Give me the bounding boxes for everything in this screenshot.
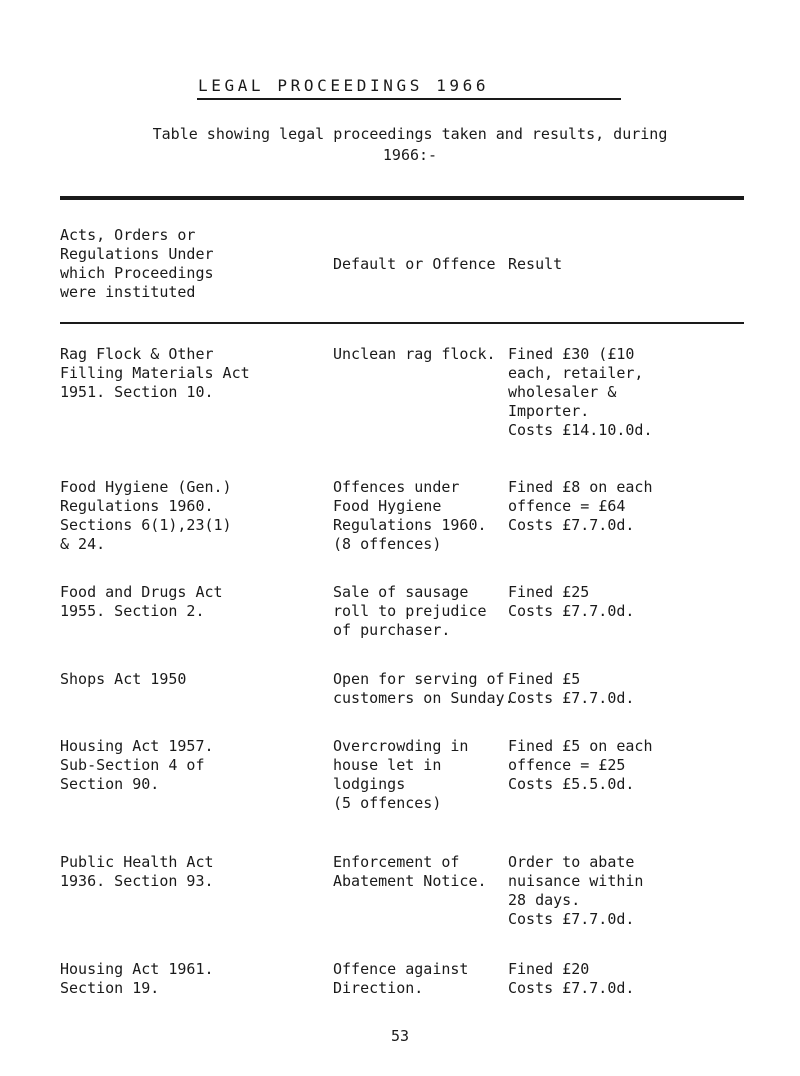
row-6-act: Public Health Act 1936. Section 93. <box>60 853 214 890</box>
row-3-offence: Sale of sausage roll to prejudice of purchaser. <box>333 583 487 639</box>
row-6-offence: Enforcement of Abatement Notice. <box>333 853 487 890</box>
row-6-result: Order to abate nuisance within 28 days. Costs £7.7.0d. <box>508 853 644 928</box>
page-title: LEGAL PROCEEDINGS 1966 <box>198 76 490 95</box>
row-3-result: Fined £25 Costs £7.7.0d. <box>508 583 635 620</box>
row-1-offence: Unclean rag flock. <box>333 345 496 363</box>
header-bottom-rule <box>60 322 744 324</box>
row-2-act: Food Hygiene (Gen.) Regulations 1960. Sections 6(1),23(1) & 24. <box>60 478 232 553</box>
row-4-offence: Open for serving of customers on Sunday. <box>333 670 514 707</box>
header-default: Default or Offence <box>333 255 496 273</box>
row-7-result: Fined £20 Costs £7.7.0d. <box>508 960 635 997</box>
row-5-offence: Overcrowding in house let in lodgings (5 offences) <box>333 737 469 812</box>
row-1-result: Fined £30 (£10 each, retailer, wholesaler & Importer. Costs £14.10.0d. <box>508 345 653 439</box>
intro-text: Table showing legal proceedings taken and results, during 1966:- <box>152 125 668 164</box>
table-top-rule <box>60 196 744 200</box>
row-2-result: Fined £8 on each offence = £64 Costs £7.7.0d. <box>508 478 653 534</box>
row-1-act: Rag Flock & Other Filling Materials Act 1951. Section 10. <box>60 345 250 401</box>
row-7-offence: Offence against Direction. <box>333 960 469 997</box>
row-5-result: Fined £5 on each offence = £25 Costs £5.5.0d. <box>508 737 653 793</box>
title-underline <box>197 98 621 100</box>
header-acts: Acts, Orders or Regulations Under which Proceedings were instituted <box>60 226 214 301</box>
row-4-act: Shops Act 1950 <box>60 670 187 688</box>
row-7-act: Housing Act 1961. Section 19. <box>60 960 214 997</box>
page-number: 53 <box>390 1027 410 1045</box>
row-5-act: Housing Act 1957. Sub-Section 4 of Section 90. <box>60 737 214 793</box>
row-2-offence: Offences under Food Hygiene Regulations 1960. (8 offences) <box>333 478 487 553</box>
row-4-result: Fined £5 Costs £7.7.0d. <box>508 670 635 707</box>
header-result: Result <box>508 255 563 273</box>
row-3-act: Food and Drugs Act 1955. Section 2. <box>60 583 223 620</box>
